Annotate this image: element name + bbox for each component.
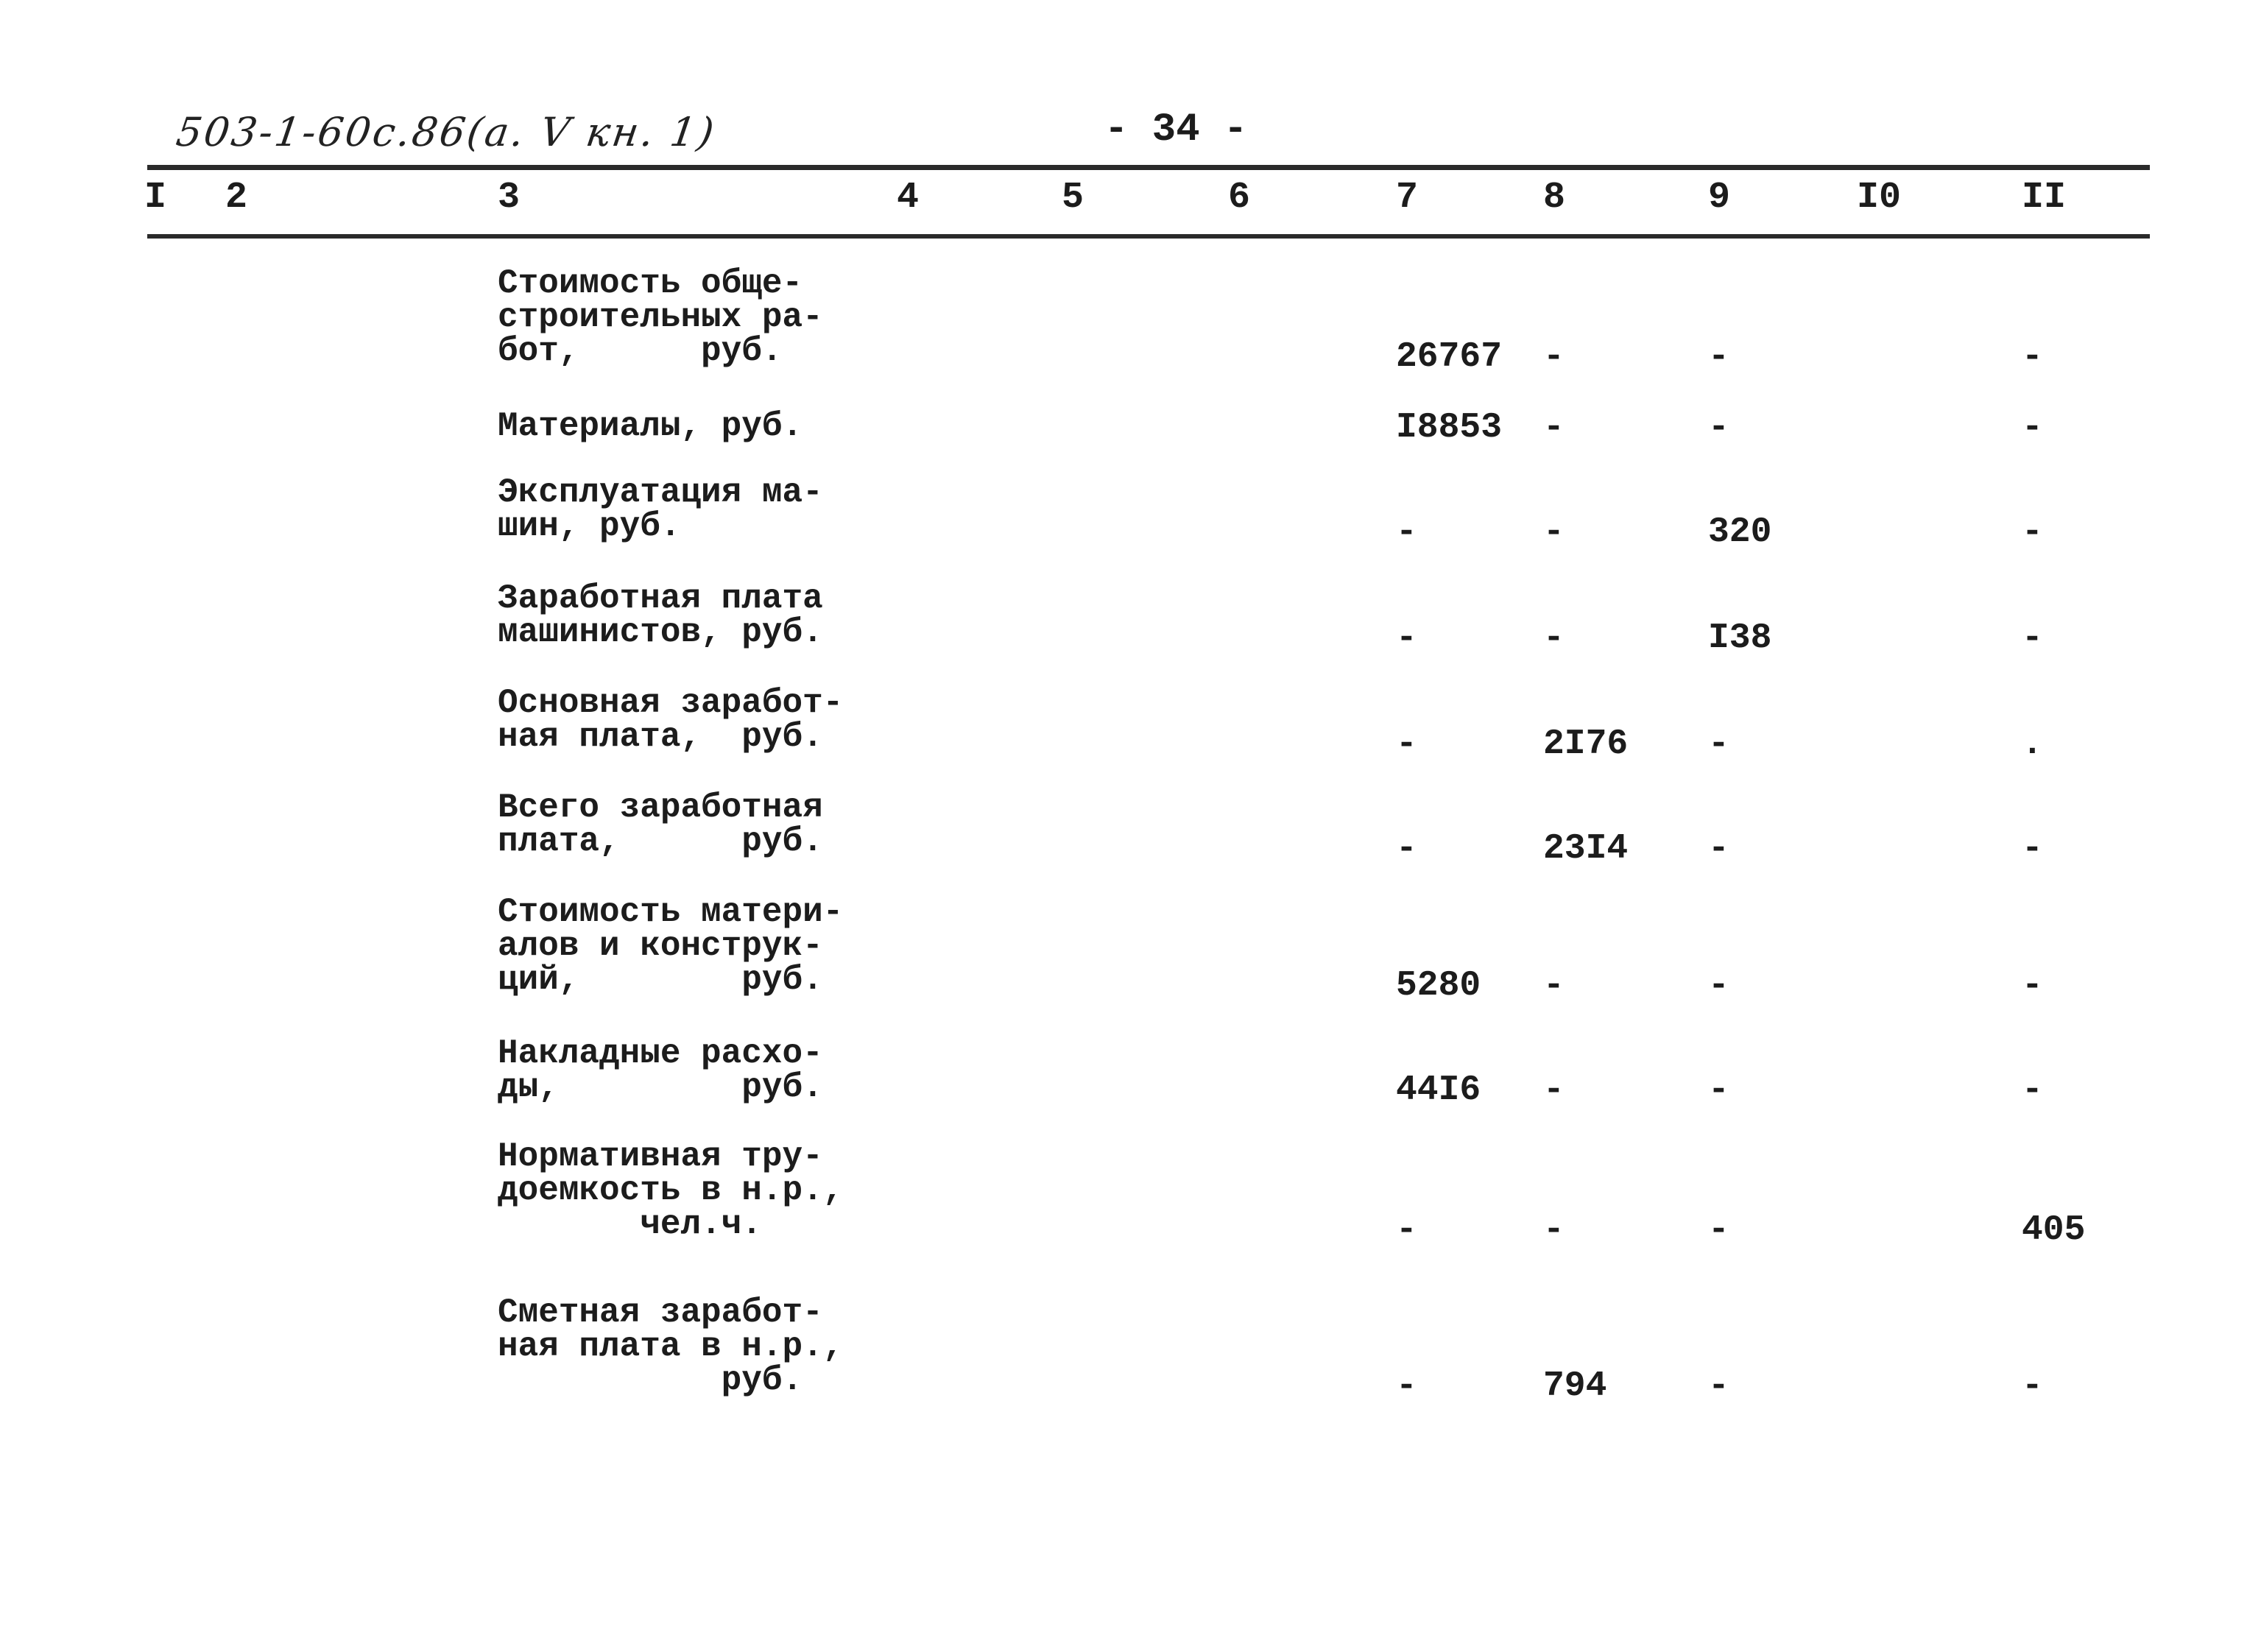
column-number-5: 5 xyxy=(1062,177,1084,219)
row-label: Накладные расхо- ды, руб. xyxy=(498,1034,823,1106)
cell-col9: I38 xyxy=(1708,618,1772,658)
cell-col9: - xyxy=(1708,408,1729,448)
row-label: Стоимость матери- алов и конструк- ций, руб. xyxy=(498,893,844,999)
page-number: - 34 - xyxy=(1104,107,1248,152)
column-number-9: 9 xyxy=(1708,177,1731,219)
cell-col11: - xyxy=(2022,337,2043,377)
row-label: Всего заработная плата, руб. xyxy=(498,788,823,861)
cell-col9: 320 xyxy=(1708,512,1772,552)
cell-col8: - xyxy=(1543,618,1565,658)
cell-col9: - xyxy=(1708,966,1729,1006)
cell-col11: . xyxy=(2022,724,2043,764)
row-label: Заработная плата машинистов, руб. xyxy=(498,579,823,652)
cell-col7: - xyxy=(1396,829,1417,869)
cell-col7: - xyxy=(1396,1366,1417,1406)
cell-col11: - xyxy=(2022,512,2043,552)
handwritten-document-code: 503-1-60с.86(а. V кн. 1) xyxy=(173,109,719,155)
cell-col9: - xyxy=(1708,1070,1729,1110)
row-label: Сметная заработ- ная плата в н.р., руб. xyxy=(498,1293,844,1399)
cell-col11: - xyxy=(2022,1070,2043,1110)
cell-col8: 2I76 xyxy=(1543,724,1629,764)
column-number-4: 4 xyxy=(897,177,920,219)
cell-col9: - xyxy=(1708,1366,1729,1406)
cell-col11: - xyxy=(2022,618,2043,658)
cell-col11: - xyxy=(2022,829,2043,869)
cell-col7: 44I6 xyxy=(1396,1070,1481,1110)
cell-col8: 794 xyxy=(1543,1366,1607,1406)
column-number-11: II xyxy=(2022,177,2067,219)
table-header-rule xyxy=(147,234,2150,239)
column-number-10: I0 xyxy=(1857,177,1902,219)
column-number-8: 8 xyxy=(1543,177,1566,219)
column-number-7: 7 xyxy=(1396,177,1419,219)
cell-col11: - xyxy=(2022,408,2043,448)
cell-col7: - xyxy=(1396,1210,1417,1250)
cell-col8: - xyxy=(1543,1070,1565,1110)
cell-col7: I8853 xyxy=(1396,408,1503,448)
cell-col9: - xyxy=(1708,724,1729,764)
cell-col11: - xyxy=(2022,966,2043,1006)
row-label: Нормативная тру- доемкость в н.р., чел.ч. xyxy=(498,1137,844,1243)
cell-col11: 405 xyxy=(2022,1210,2086,1250)
cell-col7: 5280 xyxy=(1396,966,1481,1006)
cell-col8: 23I4 xyxy=(1543,829,1629,869)
cell-col7: 26767 xyxy=(1396,337,1503,377)
cell-col7: - xyxy=(1396,724,1417,764)
cell-col8: - xyxy=(1543,337,1565,377)
cell-col8: - xyxy=(1543,512,1565,552)
column-number-1: I xyxy=(144,177,167,219)
cell-col9: - xyxy=(1708,337,1729,377)
cell-col7: - xyxy=(1396,512,1417,552)
cell-col8: - xyxy=(1543,966,1565,1006)
cell-col8: - xyxy=(1543,408,1565,448)
row-label: Эксплуатация ма- шин, руб. xyxy=(498,473,823,546)
row-label: Основная заработ- ная плата, руб. xyxy=(498,684,844,756)
column-number-6: 6 xyxy=(1228,177,1251,219)
cell-col9: - xyxy=(1708,829,1729,869)
cell-col9: - xyxy=(1708,1210,1729,1250)
cell-col8: - xyxy=(1543,1210,1565,1250)
table-top-rule xyxy=(147,165,2150,170)
row-label: Стоимость обще- строительных ра- бот, руб. xyxy=(498,264,823,370)
row-label: Материалы, руб. xyxy=(498,407,803,445)
column-number-3: 3 xyxy=(498,177,521,219)
cell-col11: - xyxy=(2022,1366,2043,1406)
cell-col7: - xyxy=(1396,618,1417,658)
column-number-2: 2 xyxy=(225,177,248,219)
